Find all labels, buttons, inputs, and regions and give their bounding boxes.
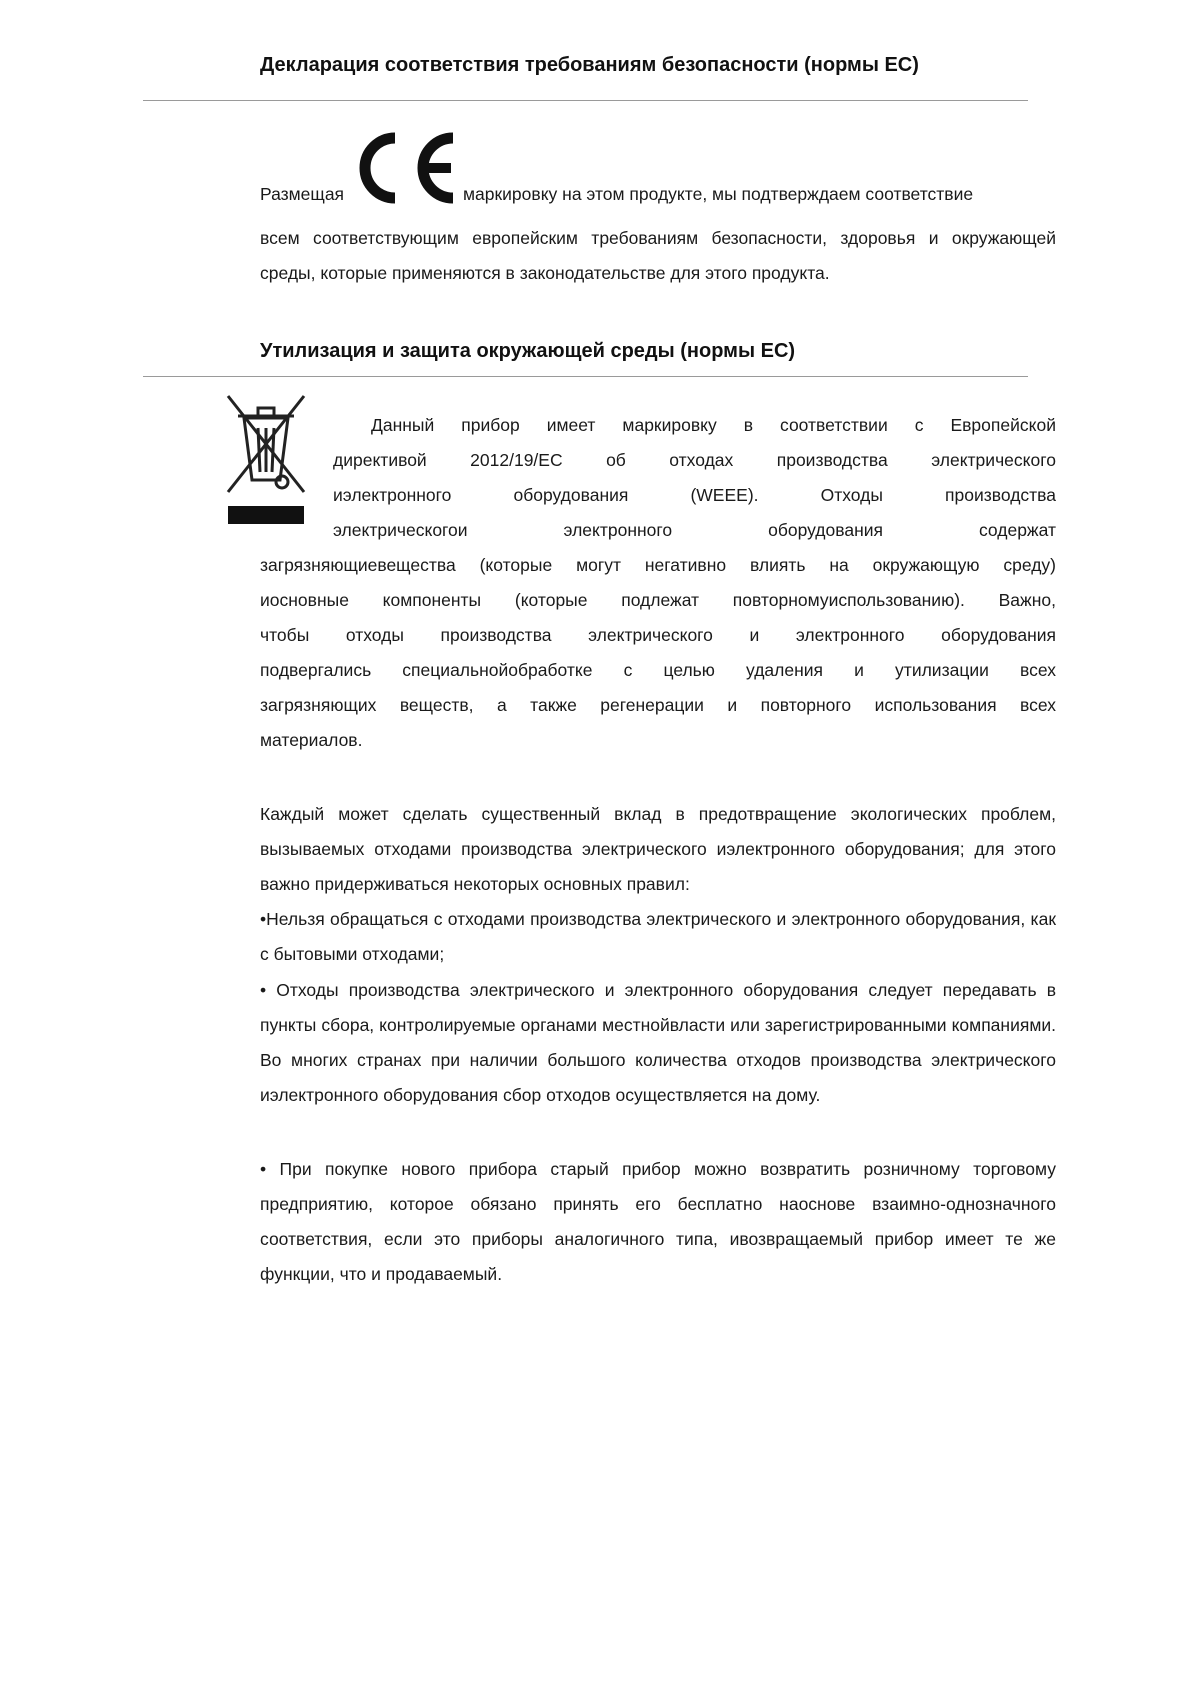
weee-paragraph-beside-icon	[333, 408, 1056, 548]
ce-statement-tail: маркировку на этом продукте, мы подтверждаем соответствие	[463, 184, 974, 204]
heading-divider	[143, 376, 1028, 377]
heading-divider	[143, 100, 1028, 101]
rule-bullet-household: •Нельзя обращаться с отходами производства электрического и электронного оборудования, как с бытовыми отходами;	[260, 909, 1056, 964]
ce-mark-icon	[357, 132, 461, 204]
text-line: чтобы отходы производства электрического и электронного оборудования	[260, 625, 1056, 645]
text-line: загрязняющих веществ, а также регенерации и повторного использования всех	[260, 695, 1056, 715]
declaration-heading: Декларация соответствия требованиям безопасности (нормы ЕС)	[260, 54, 919, 76]
rule-bullet-collection-points: • Отходы производства электрического и электронного оборудования следует передавать в пункты сбора, контролируемые органами местнойвласти или зарегистрированными компаниями. Во многих странах при наличии большого количества отходов производства электрического иэлектронного оборудования сбор отходов осуществляется на дому.	[260, 980, 1056, 1105]
contribution-paragraph: Каждый может сделать существенный вклад в предотвращение экологических проблем, вызываемых отходами производства электрического иэлектронного оборудования; для этого важно придерживаться некоторых основных правил:	[260, 804, 1056, 894]
text-line: Данный прибор имеет маркировку в соответствии с Европейской	[371, 415, 1056, 435]
crossed-out-wheelie-bin-icon	[222, 388, 310, 536]
text-line: электрическогои электронного оборудования содержат	[333, 520, 1056, 540]
text-line: загрязняющиевещества (которые могут негативно влиять на окружающую среду)	[260, 555, 1056, 575]
rule-bullet-retailer-return: • При покупке нового прибора старый прибор можно возвратить розничному торговому предприятию, которое обязано принять его бесплатно наоснове взаимно-однозначного соответствия, если это приборы аналогичного типа, ивозвращаемый прибор имеет те же функции, что и продаваемый.	[260, 1159, 1056, 1284]
ce-lead-word: Размещая	[260, 184, 345, 204]
ce-statement-first-line	[260, 132, 1056, 202]
text-line: подвергались специальнойобработке с целью удаления и утилизации всех	[260, 660, 1056, 680]
text-line: директивой 2012/19/ЕС об отходах производства электрического	[333, 450, 1056, 470]
disposal-heading: Утилизация и защита окружающей среды (нормы ЕС)	[260, 340, 796, 362]
ce-statement-rest: всем соответствующим европейским требованиям безопасности, здоровья и окружающей среды, которые применяются в законодательстве для этого продукта.	[260, 228, 1056, 283]
text-line: иосновные компоненты (которые подлежат повторномуиспользованию). Важно,	[260, 590, 1056, 610]
text-line: материалов.	[260, 730, 363, 750]
text-line: иэлектронного оборудования (WEEE). Отходы производства	[333, 485, 1056, 505]
weee-paragraph-continued	[260, 548, 1056, 758]
